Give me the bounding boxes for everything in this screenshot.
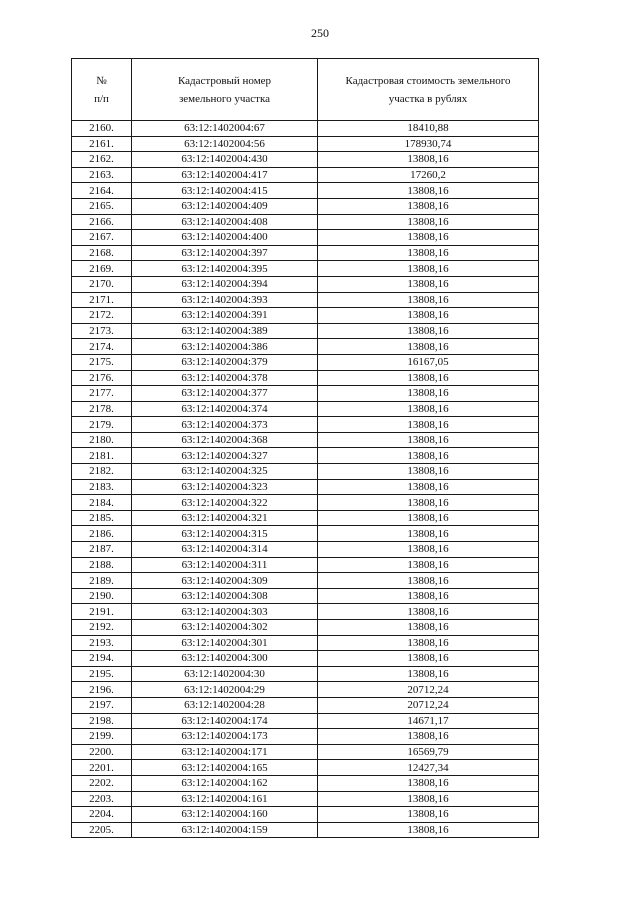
cadastral-value-cell: 13808,16 (318, 526, 539, 542)
row-number-cell: 2187. (72, 542, 132, 558)
cadastral-number-cell: 63:12:1402004:29 (132, 682, 318, 698)
table-row (72, 276, 539, 292)
table-row (72, 713, 539, 729)
header-cadastral-number (132, 59, 318, 121)
row-number-cell: 2195. (72, 666, 132, 682)
table-row (72, 729, 539, 745)
cadastral-number-cell: 63:12:1402004:377 (132, 386, 318, 402)
cadastral-number-cell: 63:12:1402004:378 (132, 370, 318, 386)
cadastral-value-cell: 13808,16 (318, 620, 539, 636)
row-number-cell: 2163. (72, 167, 132, 183)
row-number-cell: 2164. (72, 183, 132, 199)
cadastral-number-cell: 63:12:1402004:311 (132, 557, 318, 573)
row-number-cell: 2177. (72, 386, 132, 402)
cadastral-number-cell: 63:12:1402004:408 (132, 214, 318, 230)
table-row (72, 230, 539, 246)
table-row (72, 464, 539, 480)
row-number-cell: 2188. (72, 557, 132, 573)
cadastral-value-cell: 13808,16 (318, 214, 539, 230)
cadastral-value-cell: 13808,16 (318, 152, 539, 168)
table-row (72, 542, 539, 558)
cadastral-number-cell: 63:12:1402004:391 (132, 308, 318, 324)
row-number-cell: 2189. (72, 573, 132, 589)
cadastral-value-cell: 17260,2 (318, 167, 539, 183)
row-number-cell: 2192. (72, 620, 132, 636)
table-row (72, 822, 539, 838)
table-row (72, 682, 539, 698)
row-number-cell: 2168. (72, 245, 132, 261)
cadastral-number-cell: 63:12:1402004:325 (132, 464, 318, 480)
cadastral-number-cell: 63:12:1402004:368 (132, 432, 318, 448)
row-number-cell: 2203. (72, 791, 132, 807)
table-row (72, 308, 539, 324)
table-row (72, 760, 539, 776)
cadastral-value-cell: 13808,16 (318, 807, 539, 823)
table-row (72, 121, 539, 137)
cadastral-number-cell: 63:12:1402004:309 (132, 573, 318, 589)
cadastral-number-cell: 63:12:1402004:300 (132, 651, 318, 667)
table-row (72, 479, 539, 495)
cadastral-value-cell: 178930,74 (318, 136, 539, 152)
cadastral-number-cell: 63:12:1402004:308 (132, 588, 318, 604)
row-number-cell: 2185. (72, 510, 132, 526)
table-row (72, 386, 539, 402)
header-number-line2: п/п (94, 92, 109, 105)
cadastral-value-cell: 13808,16 (318, 339, 539, 355)
row-number-cell: 2179. (72, 417, 132, 433)
cadastral-value-cell: 13808,16 (318, 198, 539, 214)
cadastral-value-cell: 13808,16 (318, 775, 539, 791)
row-number-cell: 2183. (72, 479, 132, 495)
row-number-cell: 2174. (72, 339, 132, 355)
table-body (72, 121, 539, 838)
cadastral-value-cell: 13808,16 (318, 245, 539, 261)
row-number-cell: 2182. (72, 464, 132, 480)
table-row (72, 651, 539, 667)
cadastral-value-cell: 13808,16 (318, 323, 539, 339)
table-row (72, 697, 539, 713)
row-number-cell: 2193. (72, 635, 132, 651)
cadastral-value-cell: 13808,16 (318, 432, 539, 448)
cadastral-number-cell: 63:12:1402004:314 (132, 542, 318, 558)
cadastral-value-cell: 13808,16 (318, 261, 539, 277)
cadastral-number-cell: 63:12:1402004:409 (132, 198, 318, 214)
page-number: 250 (311, 26, 329, 40)
table-row (72, 588, 539, 604)
table-row (72, 214, 539, 230)
row-number-cell: 2190. (72, 588, 132, 604)
cadastral-number-cell: 63:12:1402004:162 (132, 775, 318, 791)
table-row (72, 152, 539, 168)
table-row (72, 448, 539, 464)
row-number-cell: 2175. (72, 354, 132, 370)
cadastral-value-cell: 13808,16 (318, 651, 539, 667)
table-row (72, 744, 539, 760)
cadastral-number-cell: 63:12:1402004:395 (132, 261, 318, 277)
cadastral-number-cell: 63:12:1402004:28 (132, 697, 318, 713)
row-number-cell: 2170. (72, 276, 132, 292)
cadastral-number-cell: 63:12:1402004:400 (132, 230, 318, 246)
cadastral-value-cell: 13808,16 (318, 604, 539, 620)
cadastral-value-cell: 13808,16 (318, 448, 539, 464)
cadastral-value-cell: 20712,24 (318, 682, 539, 698)
header-cadastral-value-line1: Кадастровая стоимость земельного (345, 74, 511, 87)
cadastral-value-cell: 13808,16 (318, 822, 539, 838)
row-number-cell: 2181. (72, 448, 132, 464)
table-row (72, 666, 539, 682)
row-number-cell: 2172. (72, 308, 132, 324)
cadastral-value-table (71, 58, 539, 838)
table-row (72, 401, 539, 417)
cadastral-number-cell: 63:12:1402004:30 (132, 666, 318, 682)
cadastral-number-cell: 63:12:1402004:415 (132, 183, 318, 199)
cadastral-number-cell: 63:12:1402004:321 (132, 510, 318, 526)
cadastral-value-cell: 13808,16 (318, 791, 539, 807)
cadastral-number-cell: 63:12:1402004:303 (132, 604, 318, 620)
row-number-cell: 2202. (72, 775, 132, 791)
row-number-cell: 2204. (72, 807, 132, 823)
cadastral-number-cell: 63:12:1402004:165 (132, 760, 318, 776)
table-row (72, 245, 539, 261)
cadastral-value-cell: 12427,34 (318, 760, 539, 776)
header-number-line1: № (96, 74, 107, 87)
header-cadastral-number-line2: земельного участка (178, 92, 271, 105)
header-cadastral-value-line2: участка в рублях (388, 92, 468, 105)
cadastral-number-cell: 63:12:1402004:389 (132, 323, 318, 339)
table-row (72, 417, 539, 433)
cadastral-number-cell: 63:12:1402004:160 (132, 807, 318, 823)
table-row (72, 775, 539, 791)
row-number-cell: 2171. (72, 292, 132, 308)
cadastral-value-cell: 16167,05 (318, 354, 539, 370)
cadastral-number-cell: 63:12:1402004:315 (132, 526, 318, 542)
cadastral-value-cell: 13808,16 (318, 666, 539, 682)
cadastral-value-cell: 13808,16 (318, 183, 539, 199)
row-number-cell: 2199. (72, 729, 132, 745)
row-number-cell: 2167. (72, 230, 132, 246)
header-cadastral-number-line1: Кадастровый номер (177, 74, 272, 87)
cadastral-value-cell: 13808,16 (318, 292, 539, 308)
cadastral-value-cell: 13808,16 (318, 588, 539, 604)
cadastral-number-cell: 63:12:1402004:374 (132, 401, 318, 417)
row-number-cell: 2165. (72, 198, 132, 214)
row-number-cell: 2200. (72, 744, 132, 760)
table-row (72, 292, 539, 308)
cadastral-number-cell: 63:12:1402004:397 (132, 245, 318, 261)
table-row (72, 136, 539, 152)
cadastral-number-cell: 63:12:1402004:322 (132, 495, 318, 511)
row-number-cell: 2169. (72, 261, 132, 277)
row-number-cell: 2162. (72, 152, 132, 168)
cadastral-value-cell: 13808,16 (318, 557, 539, 573)
table-row (72, 791, 539, 807)
table-header (72, 59, 539, 121)
cadastral-value-cell: 13808,16 (318, 479, 539, 495)
row-number-cell: 2191. (72, 604, 132, 620)
cadastral-number-cell: 63:12:1402004:393 (132, 292, 318, 308)
row-number-cell: 2176. (72, 370, 132, 386)
cadastral-number-cell: 63:12:1402004:386 (132, 339, 318, 355)
cadastral-value-cell: 18410,88 (318, 121, 539, 137)
table-row (72, 432, 539, 448)
cadastral-number-cell: 63:12:1402004:171 (132, 744, 318, 760)
cadastral-value-cell: 13808,16 (318, 464, 539, 480)
table-row (72, 510, 539, 526)
cadastral-number-cell: 63:12:1402004:430 (132, 152, 318, 168)
row-number-cell: 2160. (72, 121, 132, 137)
cadastral-value-cell: 13808,16 (318, 510, 539, 526)
cadastral-value-cell: 20712,24 (318, 697, 539, 713)
table-row (72, 557, 539, 573)
table-row (72, 354, 539, 370)
row-number-cell: 2194. (72, 651, 132, 667)
table-row (72, 620, 539, 636)
cadastral-number-cell: 63:12:1402004:302 (132, 620, 318, 636)
cadastral-value-cell: 14671,17 (318, 713, 539, 729)
cadastral-number-cell: 63:12:1402004:173 (132, 729, 318, 745)
table-row (72, 261, 539, 277)
row-number-cell: 2184. (72, 495, 132, 511)
table-row (72, 573, 539, 589)
cadastral-number-cell: 63:12:1402004:174 (132, 713, 318, 729)
cadastral-value-cell: 13808,16 (318, 386, 539, 402)
table-row (72, 635, 539, 651)
cadastral-value-cell: 13808,16 (318, 230, 539, 246)
header-number (72, 59, 132, 121)
cadastral-value-cell: 13808,16 (318, 308, 539, 324)
header-cadastral-value (318, 59, 539, 121)
table-row (72, 807, 539, 823)
cadastral-value-cell: 16569,79 (318, 744, 539, 760)
cadastral-number-cell: 63:12:1402004:327 (132, 448, 318, 464)
row-number-cell: 2166. (72, 214, 132, 230)
cadastral-value-cell: 13808,16 (318, 401, 539, 417)
cadastral-value-cell: 13808,16 (318, 276, 539, 292)
cadastral-value-cell: 13808,16 (318, 417, 539, 433)
table-row (72, 167, 539, 183)
cadastral-number-cell: 63:12:1402004:394 (132, 276, 318, 292)
row-number-cell: 2180. (72, 432, 132, 448)
cadastral-value-cell: 13808,16 (318, 573, 539, 589)
cadastral-number-cell: 63:12:1402004:417 (132, 167, 318, 183)
table-row (72, 339, 539, 355)
cadastral-number-cell: 63:12:1402004:301 (132, 635, 318, 651)
table-row (72, 526, 539, 542)
row-number-cell: 2173. (72, 323, 132, 339)
header-row (72, 59, 539, 121)
table-row (72, 604, 539, 620)
row-number-cell: 2196. (72, 682, 132, 698)
cadastral-number-cell: 63:12:1402004:323 (132, 479, 318, 495)
table-row (72, 495, 539, 511)
row-number-cell: 2178. (72, 401, 132, 417)
cadastral-number-cell: 63:12:1402004:56 (132, 136, 318, 152)
table-row (72, 183, 539, 199)
table-row (72, 198, 539, 214)
row-number-cell: 2197. (72, 697, 132, 713)
table-row (72, 323, 539, 339)
cadastral-number-cell: 63:12:1402004:379 (132, 354, 318, 370)
cadastral-value-cell: 13808,16 (318, 729, 539, 745)
row-number-cell: 2205. (72, 822, 132, 838)
cadastral-number-cell: 63:12:1402004:161 (132, 791, 318, 807)
cadastral-value-cell: 13808,16 (318, 542, 539, 558)
cadastral-value-cell: 13808,16 (318, 370, 539, 386)
cadastral-number-cell: 63:12:1402004:373 (132, 417, 318, 433)
cadastral-value-cell: 13808,16 (318, 495, 539, 511)
cadastral-number-cell: 63:12:1402004:67 (132, 121, 318, 137)
row-number-cell: 2186. (72, 526, 132, 542)
row-number-cell: 2198. (72, 713, 132, 729)
row-number-cell: 2201. (72, 760, 132, 776)
cadastral-number-cell: 63:12:1402004:159 (132, 822, 318, 838)
cadastral-value-cell: 13808,16 (318, 635, 539, 651)
row-number-cell: 2161. (72, 136, 132, 152)
table-row (72, 370, 539, 386)
